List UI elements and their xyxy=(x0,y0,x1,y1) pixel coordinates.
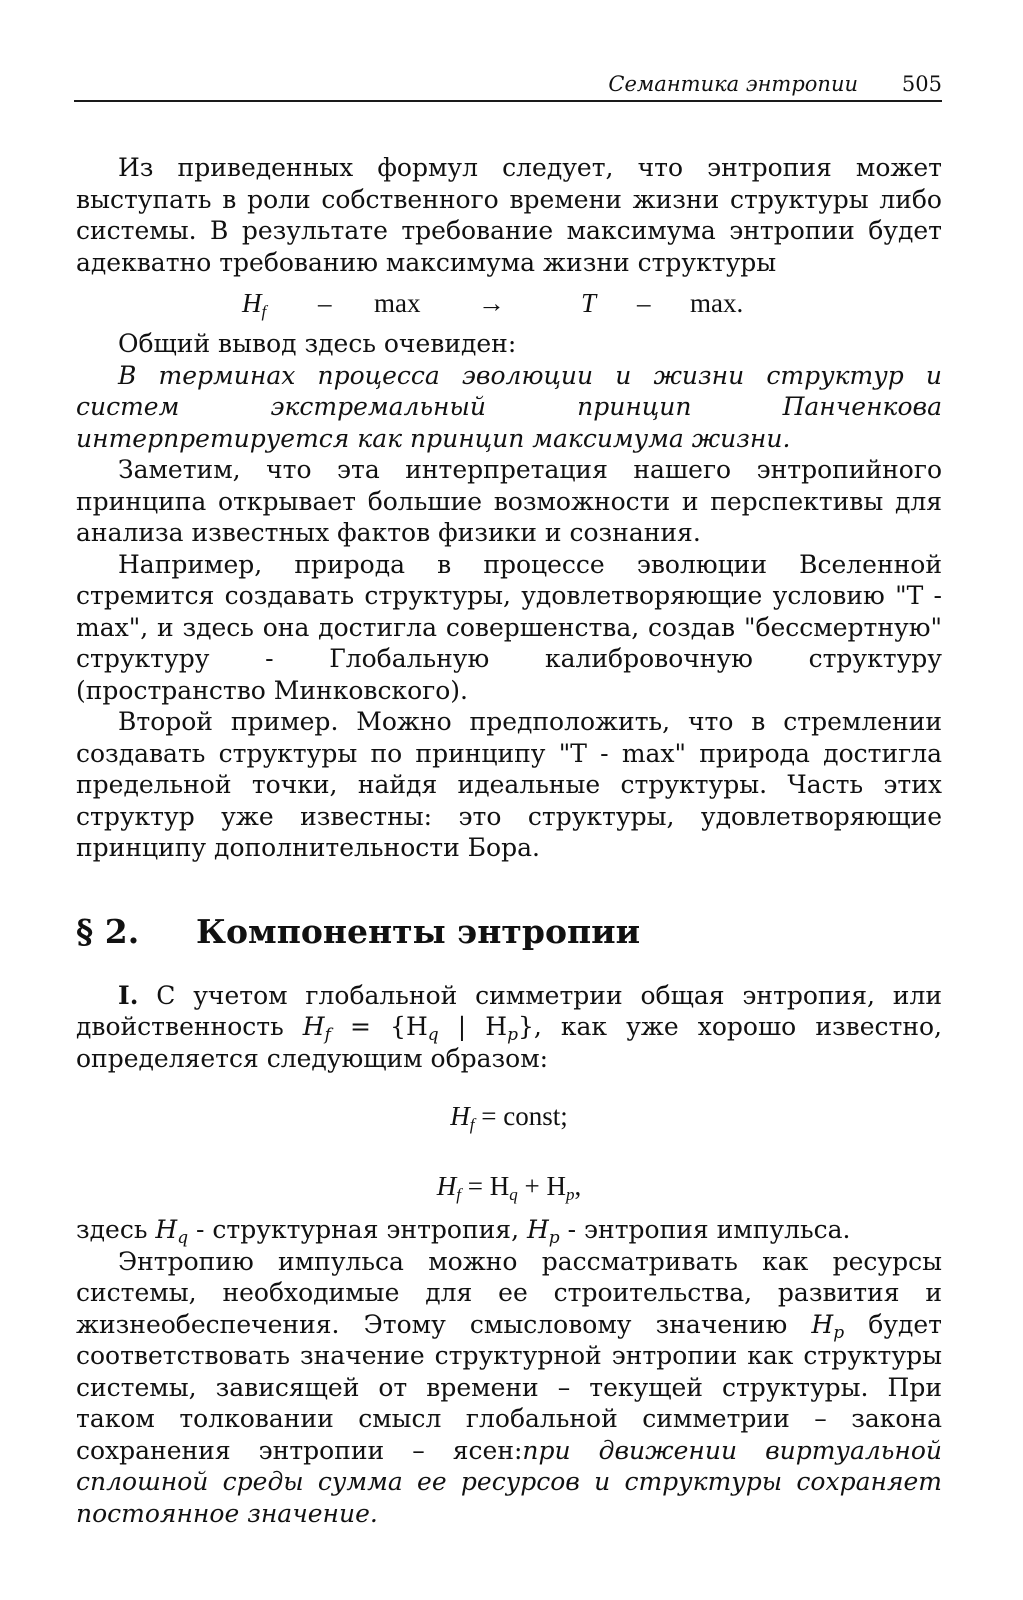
running-header xyxy=(74,70,942,102)
section-title: Компоненты энтропии xyxy=(196,911,641,951)
where-paragraph: здесь $H_q$ - структурная энтропия, $H_p$ - энтропия импульса. xyxy=(76,1215,851,1248)
running-title: Семантика энтропии xyxy=(608,72,858,96)
item-label: I. xyxy=(118,980,139,1010)
formula-max-2: max. xyxy=(690,288,744,318)
section-heading xyxy=(76,912,942,952)
formula-rhs: T xyxy=(581,288,597,318)
formula-dash-1: – xyxy=(318,288,332,318)
formula-lhs: $H_f$ xyxy=(242,288,267,321)
formula-dash-2: – xyxy=(637,288,651,318)
final-emphasis: при движении виртуальной сплошной среды сумма ее ресурсов и структуры сохраняет постоянное значение. xyxy=(76,1435,942,1528)
equation-hf-const: $H_f$ = const; xyxy=(450,1101,568,1134)
final-paragraph: Энтропию импульса можно рассматривать как ресурсы системы, необходимые для ее строительства, развития и жизнеобеспечения. Этому смысловому значению $H_p$ будет соответствовать значение структурной энтропии как структуры системы, зависящей от времени – текущей структуры. При таком толковании смысл глобальной симметрии – закона сохранения энтропии – ясен:при движении виртуальной сплошной среды сумма ее ресурсов и структуры сохраняет постоянное значение. xyxy=(76,1246,942,1528)
formula-h-max-t-max xyxy=(76,278,942,328)
formula-arrow: → xyxy=(478,288,505,318)
section-intro-paragraph: I. С учетом глобальной симметрии общая энтропия, или двойственность $H_f = \{H_q$ | $H_p$}, как уже хорошо известно, определяется следующим образом: xyxy=(76,980,942,1073)
section-number: § 2. xyxy=(76,911,140,951)
equation-hf-sum: $H_f = H_q + H_p$, xyxy=(436,1171,582,1204)
paragraph-1: Из приведенных формул следует, что энтропия может выступать в роли собственного времени жизни структуры либо системы. В результате требование максимума энтропии будет адекватно требованию максимума жизни структуры xyxy=(76,153,942,277)
paragraph-3-conclusion: В терминах процесса эволюции и жизни структур и систем экстремальный принцип Панченкова интерпретируется как принцип максимума жизни. xyxy=(76,360,942,453)
formula-max-1: max xyxy=(374,288,421,318)
paragraph-2: Общий вывод здесь очевиден: xyxy=(118,329,517,358)
paragraph-5: Например, природа в процессе эволюции Вселенной стремится создавать структуры, удовлетворяющие условию "T - max", и здесь она достигла совершенства, создав "бессмертную" структуру - Глобальную калибровочную структуру (пространство Минковского). xyxy=(76,549,942,705)
page-number: 505 xyxy=(901,72,942,96)
page-body xyxy=(76,152,942,1529)
paragraph-6: Второй пример. Можно предположить, что в стремлении создавать структуры по принципу "T - max" природа достигла предельной точки, найдя идеальные структуры. Часть этих структур уже известны: это структуры, удовлетворяющие принципу дополнительности Бора. xyxy=(76,707,942,862)
paragraph-4: Заметим, что эта интерпретация нашего энтропийного принципа открывает большие возможности и перспективы для анализа известных фактов физики и сознания. xyxy=(76,455,942,547)
